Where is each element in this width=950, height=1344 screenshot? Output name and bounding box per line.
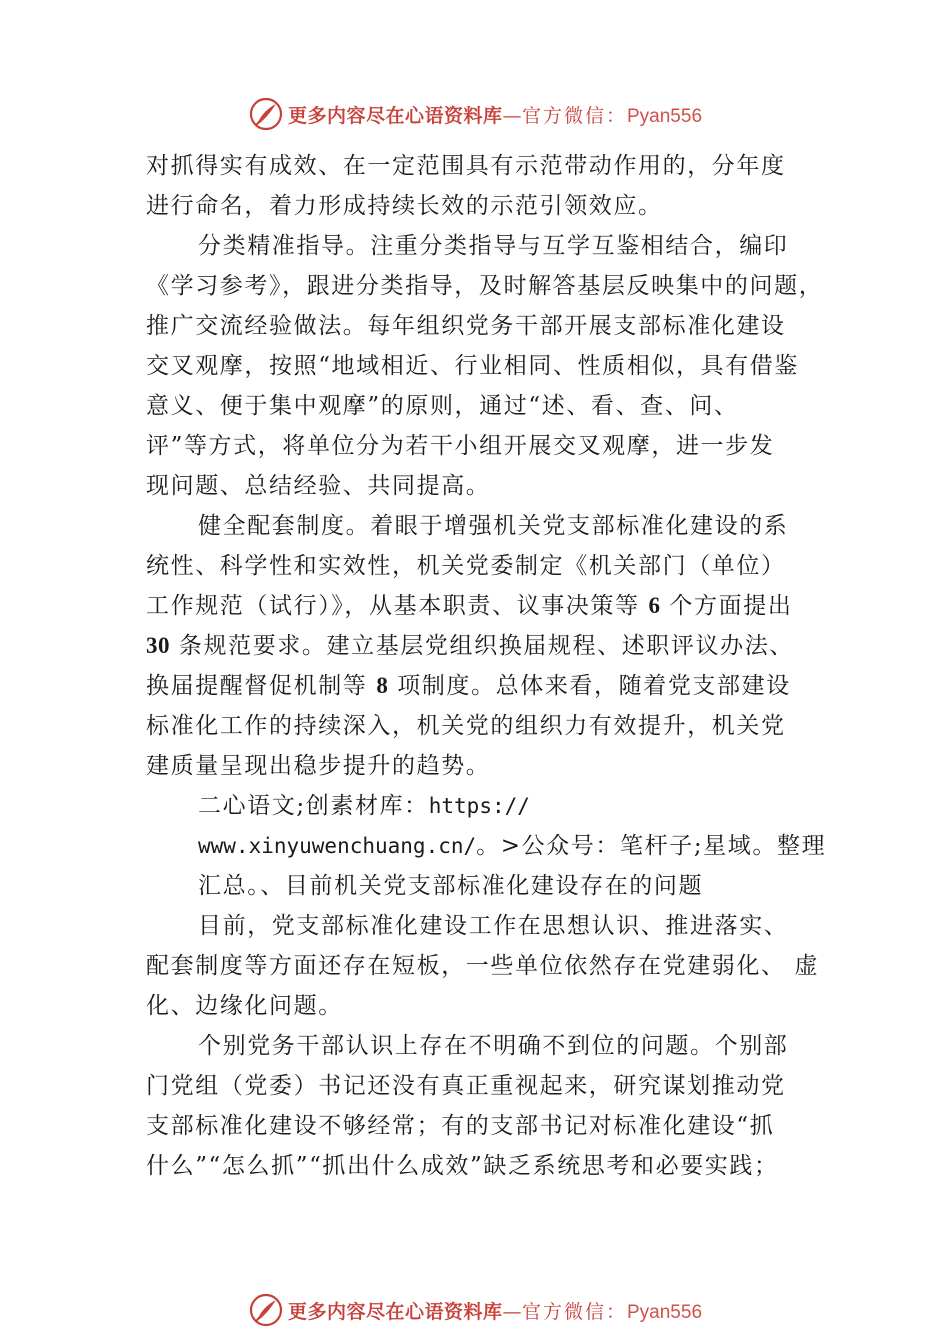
banner-dash: — [502, 1300, 522, 1323]
paragraph-2 [146, 226, 836, 506]
text-line: 化、边缘化问题。 [146, 993, 343, 1019]
text-line: 分类精准指导。注重分类指导与互学互鉴相结合，编印 [198, 233, 789, 259]
paragraph-4 [146, 786, 836, 906]
text-line [146, 786, 836, 826]
text-segment: 条规范要求。建立基层党组织换届规程、述职评议办法、 [170, 633, 794, 659]
banner-wechat-id: Pyan556 [627, 1301, 703, 1323]
text-line: 现问题、总结经验、共同提高。 [146, 473, 491, 499]
url-segment: https:// [428, 794, 530, 818]
text-line: 推广交流经验做法。每年组织党务干部开展支部标准化建设 [146, 313, 786, 339]
text-line: 统性、科学性和实效性，机关党委制定《机关部门（单位） [146, 553, 786, 579]
text-line: 交叉观摩，按照“地域相近、行业相同、性质相似，具有借鉴 [146, 353, 799, 379]
text-line: 对抓得实有成效、在一定范围具有示范带动作用的，分年度 [146, 153, 786, 179]
banner-main-text: 更多内容尽在心语资料库 [287, 1300, 503, 1323]
paragraph-3 [146, 506, 836, 786]
text-line: 汇总。、目前机关党支部标准化建设存在的问题 [198, 873, 704, 899]
banner-wechat-id: Pyan556 [627, 105, 703, 127]
text-line: 个别党务干部认识上存在不明确不到位的问题。个别部 [198, 1033, 789, 1059]
header-banner [0, 94, 950, 134]
text-segment: 个方面提出 [660, 593, 793, 619]
text-line: 什么”“怎么抓”“抓出什么成效”缺乏系统思考和必要实践； [146, 1153, 779, 1179]
document-body [146, 146, 836, 1186]
text-line: 进行命名，着力形成持续长效的示范引领效应。 [146, 193, 663, 219]
text-line: 门党组（党委）书记还没有真正重视起来，研究谋划推动党 [146, 1073, 786, 1099]
text-line: 配套制度等方面还存在短板，一些单位依然存在党建弱化、 虚 [146, 953, 820, 979]
paragraph-6 [146, 1026, 836, 1186]
quill-logo-icon [248, 96, 284, 132]
text-line: 支部标准化建设不够经常；有的支部书记对标准化建设“抓 [146, 1113, 775, 1139]
text-line: 意义、便于集中观摩”的原则，通过“述、看、查、问、 [146, 393, 739, 419]
text-line: 健全配套制度。着眼于增强机关党支部标准化建设的系 [198, 513, 789, 539]
text-line: 《学习参考》，跟进分类指导，及时解答基层反映集中的问题， [146, 273, 824, 299]
text-segment: 工作规范（试行）》，从基本职责、议事决策等 [146, 593, 649, 619]
text-segment: 二心语文;创素材库： [198, 793, 429, 819]
banner-text [288, 1297, 702, 1324]
text-line [146, 826, 836, 866]
text-line [146, 626, 836, 666]
text-line [146, 586, 836, 626]
number: 6 [648, 593, 661, 618]
number: 8 [376, 673, 389, 698]
text-segment: 换届提醒督促机制等 [146, 673, 377, 699]
text-line: 目前，党支部标准化建设工作在思想认识、推进落实、 [198, 913, 789, 939]
banner-main-text: 更多内容尽在心语资料库 [287, 104, 503, 127]
text-line: 标准化工作的持续深入，机关党的组织力有效提升，机关党 [146, 713, 786, 739]
url-segment: www.xinyuwenchuang.cn/ [198, 834, 477, 858]
banner-wechat-label: 官方微信： [521, 104, 627, 127]
paragraph-5 [146, 906, 836, 1026]
banner-wechat-label: 官方微信： [521, 1300, 627, 1323]
text-line [146, 666, 836, 706]
text-segment: 项制度。总体来看，随着党支部建设 [388, 673, 791, 699]
paragraph-1 [146, 146, 836, 226]
footer-banner [0, 1290, 950, 1330]
text-segment: 。>公众号：笔杆子;星域。整理 [476, 833, 827, 859]
number: 30 [146, 633, 170, 658]
banner-text [288, 101, 702, 128]
banner-dash: — [502, 104, 522, 127]
quill-logo-icon [248, 1292, 284, 1328]
text-line: 建质量呈现出稳步提升的趋势。 [146, 753, 491, 779]
text-line: 评”等方式，将单位分为若干小组开展交叉观摩，进一步发 [146, 433, 775, 459]
